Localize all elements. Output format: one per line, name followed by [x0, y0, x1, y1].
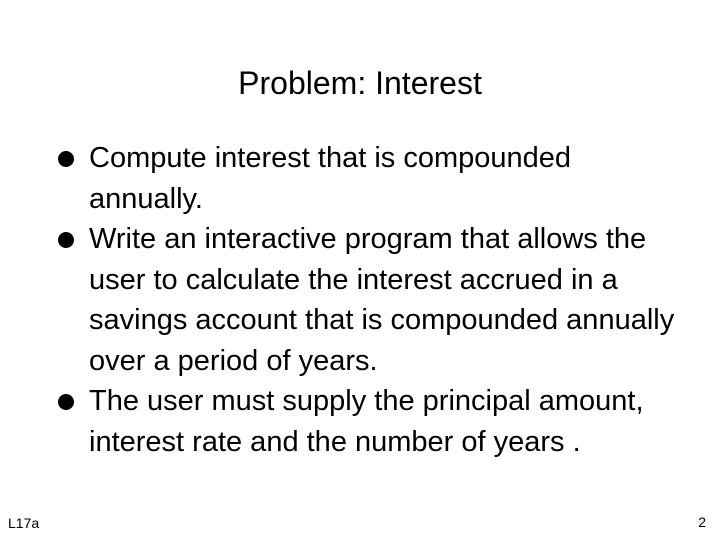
- page-number: 2: [698, 514, 706, 530]
- bullet-item-1: [58, 138, 678, 219]
- bullet-text-2: Write an interactive program that allows the user to calculate the interest accrued in a savings account that is compounded annually over a period of years.: [89, 223, 675, 377]
- bullet-dot-icon: [58, 151, 74, 167]
- slide-code-label: L17a: [8, 515, 40, 531]
- bullet-text-3: The user must supply the principal amount, interest rate and the number of years .: [89, 385, 644, 458]
- bullet-dot-icon: [58, 394, 74, 410]
- bullet-dot-icon: [58, 232, 74, 248]
- bullet-item-2: [58, 219, 678, 381]
- bullet-list: [58, 138, 678, 462]
- bullet-text-1: Compute interest that is compounded annually.: [89, 142, 571, 215]
- slide-title: Problem: Interest: [238, 65, 482, 101]
- bullet-item-3: [58, 381, 678, 462]
